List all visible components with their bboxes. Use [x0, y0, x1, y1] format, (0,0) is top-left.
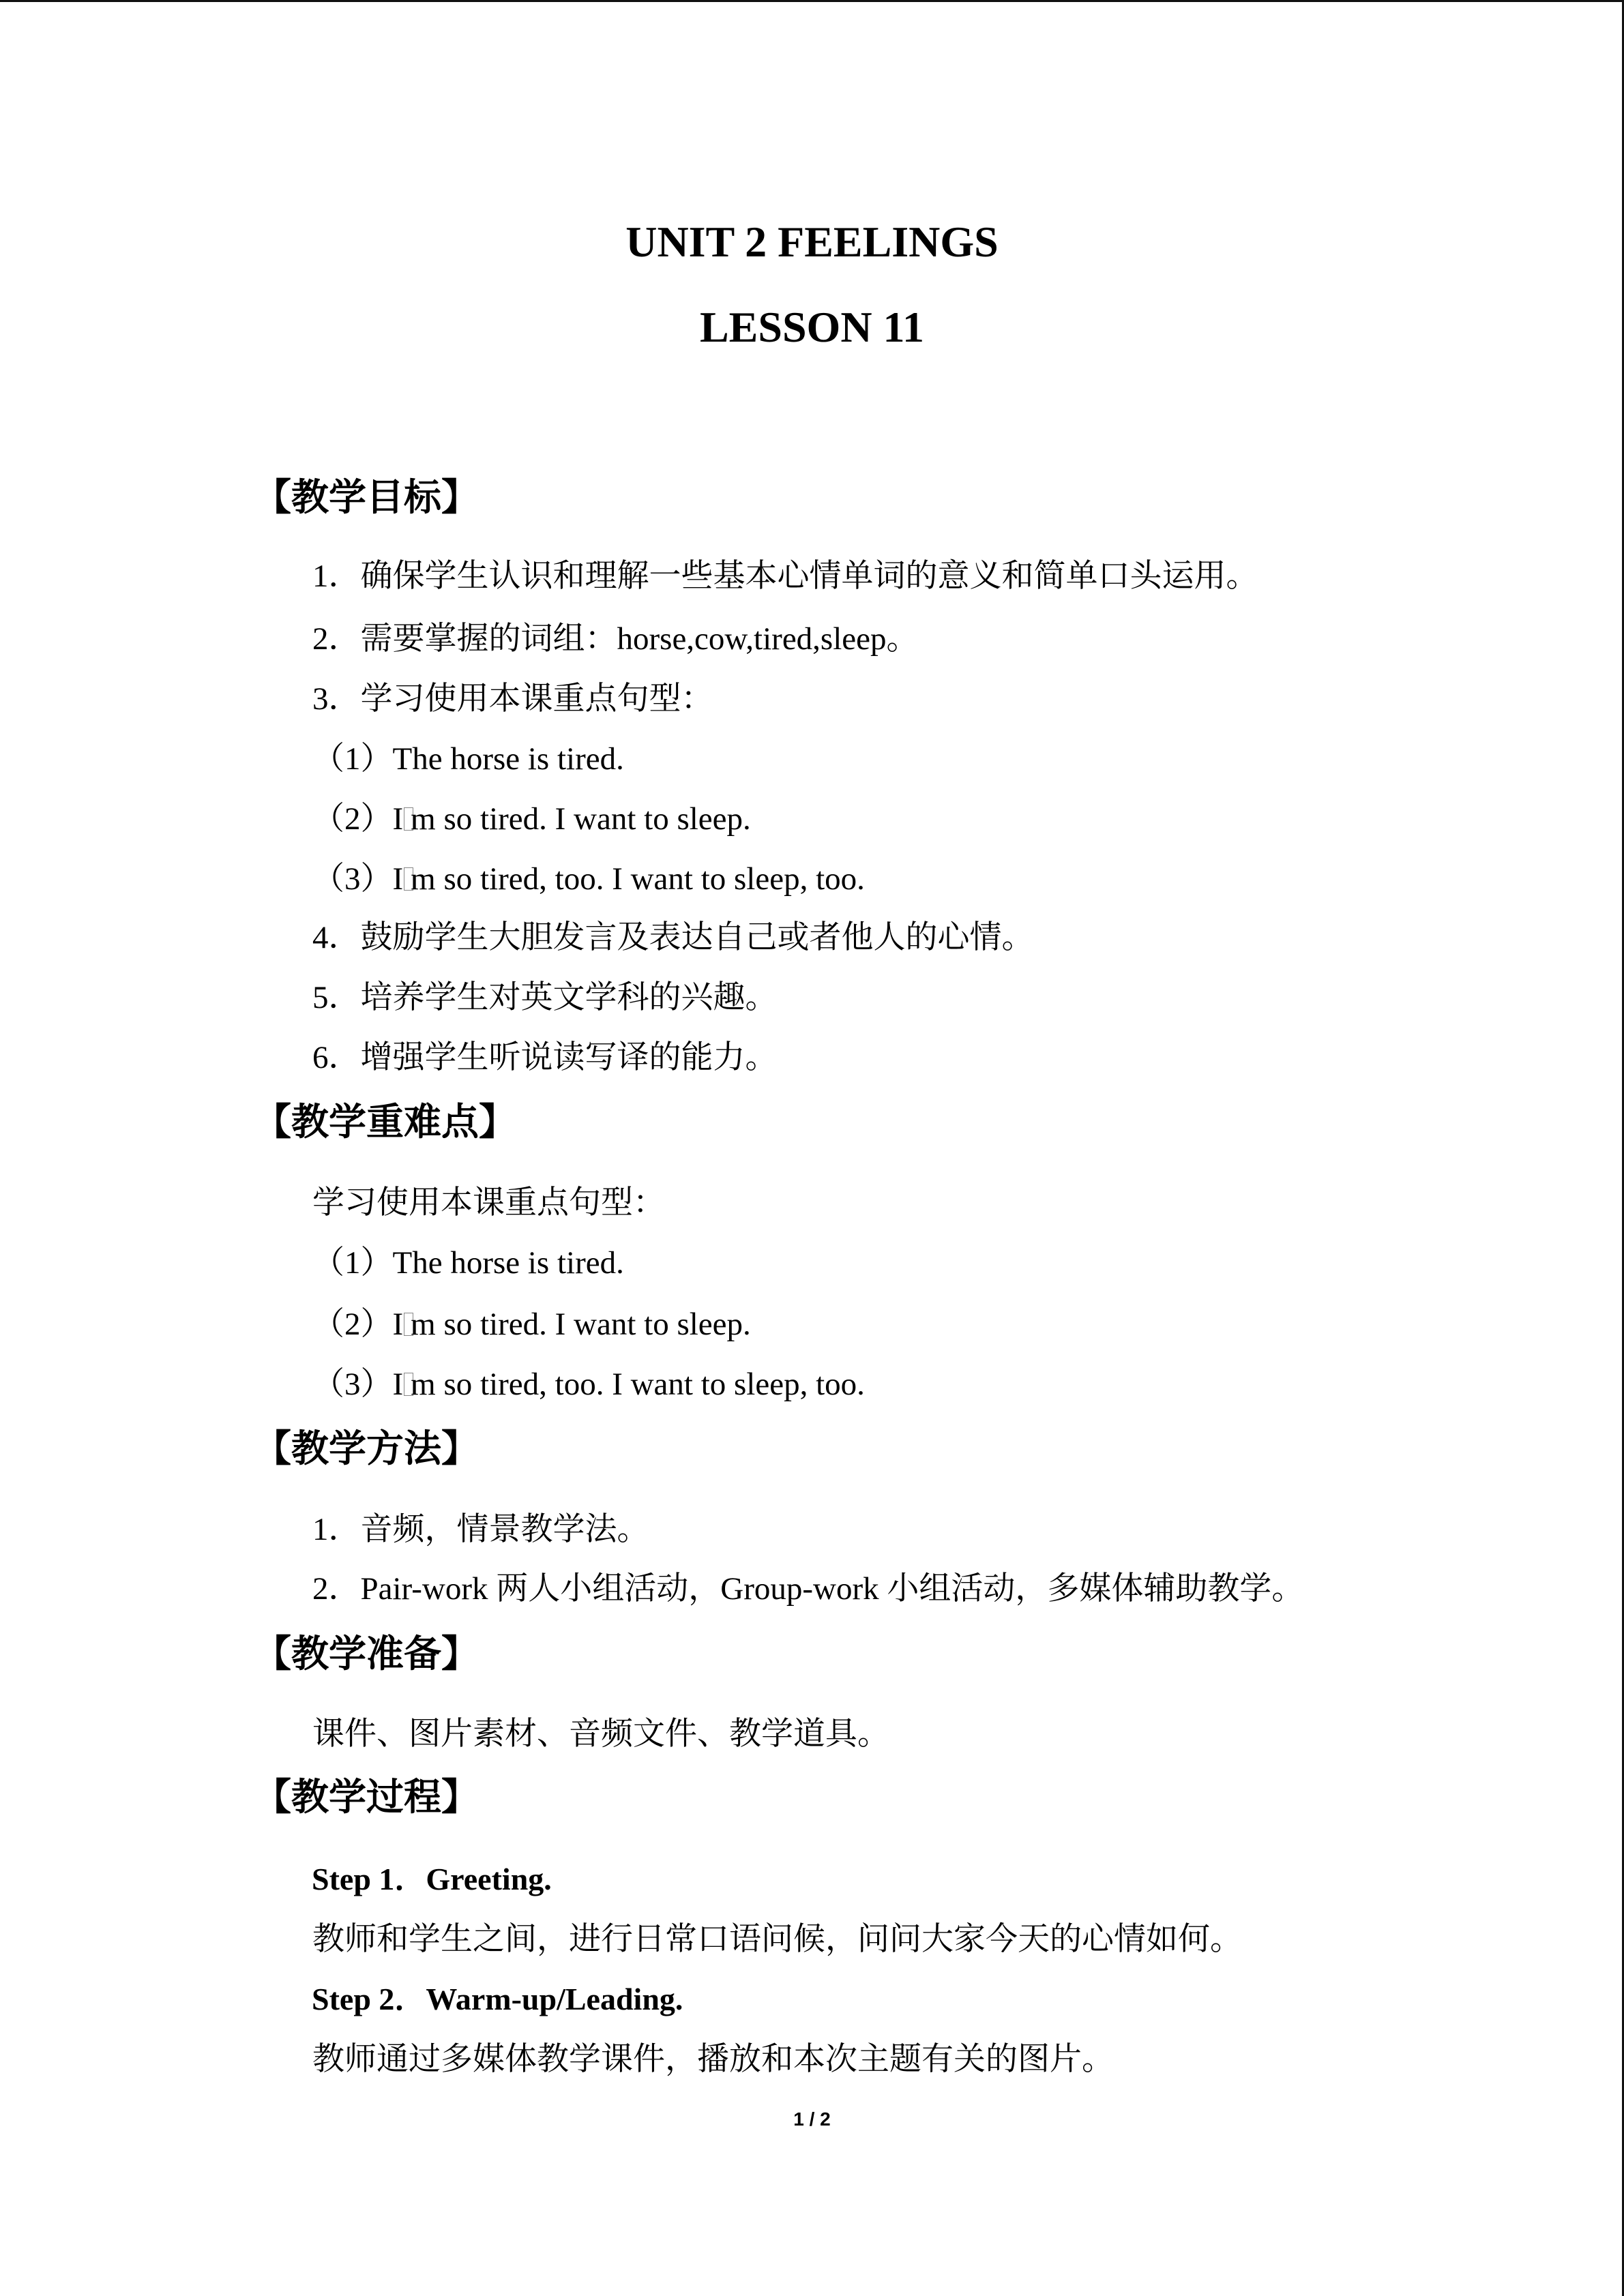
- objective-item: 4．鼓励学生大胆发言及表达自己或者他人的心情。: [312, 920, 1034, 955]
- sentence-pattern-text: m so tired, too. I want to sleep, too.: [411, 861, 865, 897]
- section-heading-key-points: 【教学重难点】: [254, 1100, 517, 1144]
- sentence-pattern-text: （2）I: [312, 1307, 404, 1342]
- unit-title: UNIT 2 FEELINGS: [625, 218, 999, 266]
- objective-item: 2．需要掌握的词组：horse,cow,tired,sleep。: [312, 621, 919, 657]
- sentence-pattern-text: （2）I: [312, 801, 404, 837]
- sentence-pattern-item: [312, 1362, 865, 1406]
- sentence-pattern-item: （1）The horse is tired.: [312, 741, 624, 777]
- step-title: Step 1．Greeting.: [312, 1862, 552, 1896]
- step-title: Step 2．Warm-up/Leading.: [312, 1982, 683, 2016]
- section-heading-process: 【教学过程】: [254, 1775, 479, 1819]
- sentence-pattern-text: m so tired. I want to sleep.: [411, 801, 751, 837]
- sentence-pattern-text: m so tired, too. I want to sleep, too.: [411, 1367, 865, 1402]
- section-heading-objectives: 【教学目标】: [254, 475, 479, 519]
- lesson-title: LESSON 11: [699, 303, 925, 351]
- sentence-pattern-item: （1）The horse is tired.: [312, 1245, 624, 1281]
- objective-item: 3．学习使用本课重点句型：: [312, 681, 713, 717]
- sentence-pattern-item: [312, 857, 865, 901]
- section-heading-methods: 【教学方法】: [254, 1427, 479, 1470]
- method-item: 2．Pair-work 两人小组活动，Group-work 小组活动，多媒体辅助教学。: [312, 1571, 1304, 1607]
- sentence-pattern-text: （3）I: [312, 1367, 404, 1402]
- sentence-pattern-item: [312, 797, 751, 841]
- page-number: 1 / 2: [793, 2108, 831, 2130]
- objective-item: 6．增强学生听说读写译的能力。: [312, 1040, 778, 1075]
- section-heading-preparation: 【教学准备】: [254, 1632, 479, 1675]
- step-text: 教师和学生之间，进行日常口语问候，问问大家今天的心情如何。: [312, 1922, 1242, 1957]
- key-points-intro: 学习使用本课重点句型：: [312, 1185, 665, 1221]
- objective-item: 1．确保学生认识和理解一些基本心情单词的意义和简单口头运用。: [312, 558, 1258, 594]
- sentence-pattern-item: [312, 1302, 751, 1346]
- preparation-text: 课件、图片素材、音频文件、教学道具。: [312, 1716, 889, 1752]
- sentence-pattern-text: （3）I: [312, 861, 404, 897]
- sentence-pattern-text: m so tired. I want to sleep.: [411, 1307, 751, 1342]
- objective-item: 5．培养学生对英文学科的兴趣。: [312, 980, 778, 1015]
- step-text: 教师通过多媒体教学课件，播放和本次主题有关的图片。: [312, 2042, 1114, 2077]
- method-item: 1．音频，情景教学法。: [312, 1512, 649, 1547]
